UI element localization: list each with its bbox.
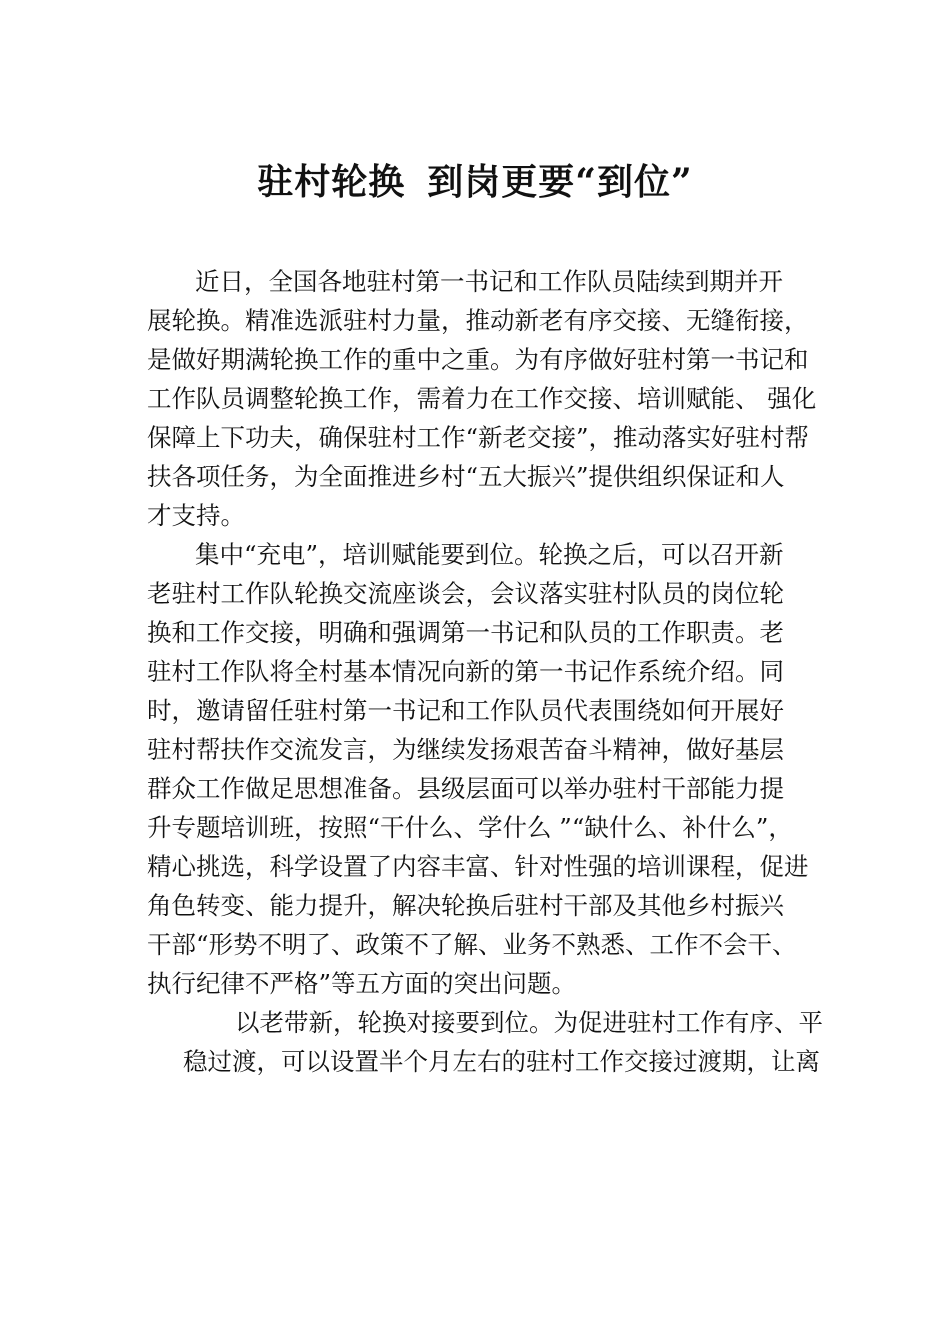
paragraph-2-line-8: 升专题培训班，按照“干什么、学什么 ”“缺什么、补什么”， (147, 813, 793, 842)
paragraph-3-line-2: 稳过渡，可以设置半个月左右的驻村工作交接过渡期，让离 (183, 1047, 820, 1076)
paragraph-2-line-11: 干部“形势不明了、政策不了解、业务不熟悉、工作不会干、 (147, 930, 797, 959)
title-part-2: 到岗更要“到位” (427, 161, 693, 203)
document-body (147, 262, 827, 1081)
paragraph-2-line-4: 驻村工作队将全村基本情况向新的第一书记作系统介绍。同 (147, 657, 784, 686)
paragraph-1-line-4: 工作队员调整轮换工作，需着力在工作交接、培训赋能、 强化 (147, 384, 817, 413)
paragraph-2-line-2: 老驻村工作队轮换交流座谈会，会议落实驻村队员的岗位轮 (147, 579, 784, 608)
paragraph-1-line-6: 扶各项任务，为全面推进乡村“五大振兴”提供组织保证和人 (147, 462, 785, 491)
paragraph-2-line-10: 角色转变、能力提升，解决轮换后驻村干部及其他乡村振兴 (147, 891, 784, 920)
paragraph-1-line-7: 才支持。 (147, 501, 245, 530)
paragraph-1-line-1: 近日，全国各地驻村第一书记和工作队员陆续到期并开 (195, 267, 783, 296)
paragraph-3-line-1: 以老带新，轮换对接要到位。为促进驻村工作有序、平 (235, 1008, 823, 1037)
paragraph-1-line-5: 保障上下功夫，确保驻村工作“新老交接”，推动落实好驻村帮 (147, 423, 810, 452)
paragraph-2-line-7: 群众工作做足思想准备。县级层面可以举办驻村干部能力提 (147, 774, 784, 803)
title-part-1: 驻村轮换 (257, 161, 406, 203)
document-title (0, 160, 950, 204)
paragraph-2-line-12: 执行纪律不严格”等五方面的突出问题。 (147, 969, 577, 998)
paragraph-2-line-6: 驻村帮扶作交流发言，为继续发扬艰苦奋斗精神，做好基层 (147, 735, 784, 764)
paragraph-2-line-3: 换和工作交接，明确和强调第一书记和队员的工作职责。老 (147, 618, 784, 647)
paragraph-2-line-1: 集中“充电”，培训赋能要到位。轮换之后，可以召开新 (195, 540, 784, 569)
paragraph-1-line-3: 是做好期满轮换工作的重中之重。为有序做好驻村第一书记和 (147, 345, 809, 374)
paragraph-2-line-5: 时，邀请留任驻村第一书记和工作队员代表围绕如何开展好 (147, 696, 784, 725)
paragraph-1-line-2: 展轮换。精准选派驻村力量，推动新老有序交接、无缝衔接， (147, 306, 809, 335)
paragraph-2-line-9: 精心挑选，科学设置了内容丰富、针对性强的培训课程，促进 (147, 852, 809, 881)
